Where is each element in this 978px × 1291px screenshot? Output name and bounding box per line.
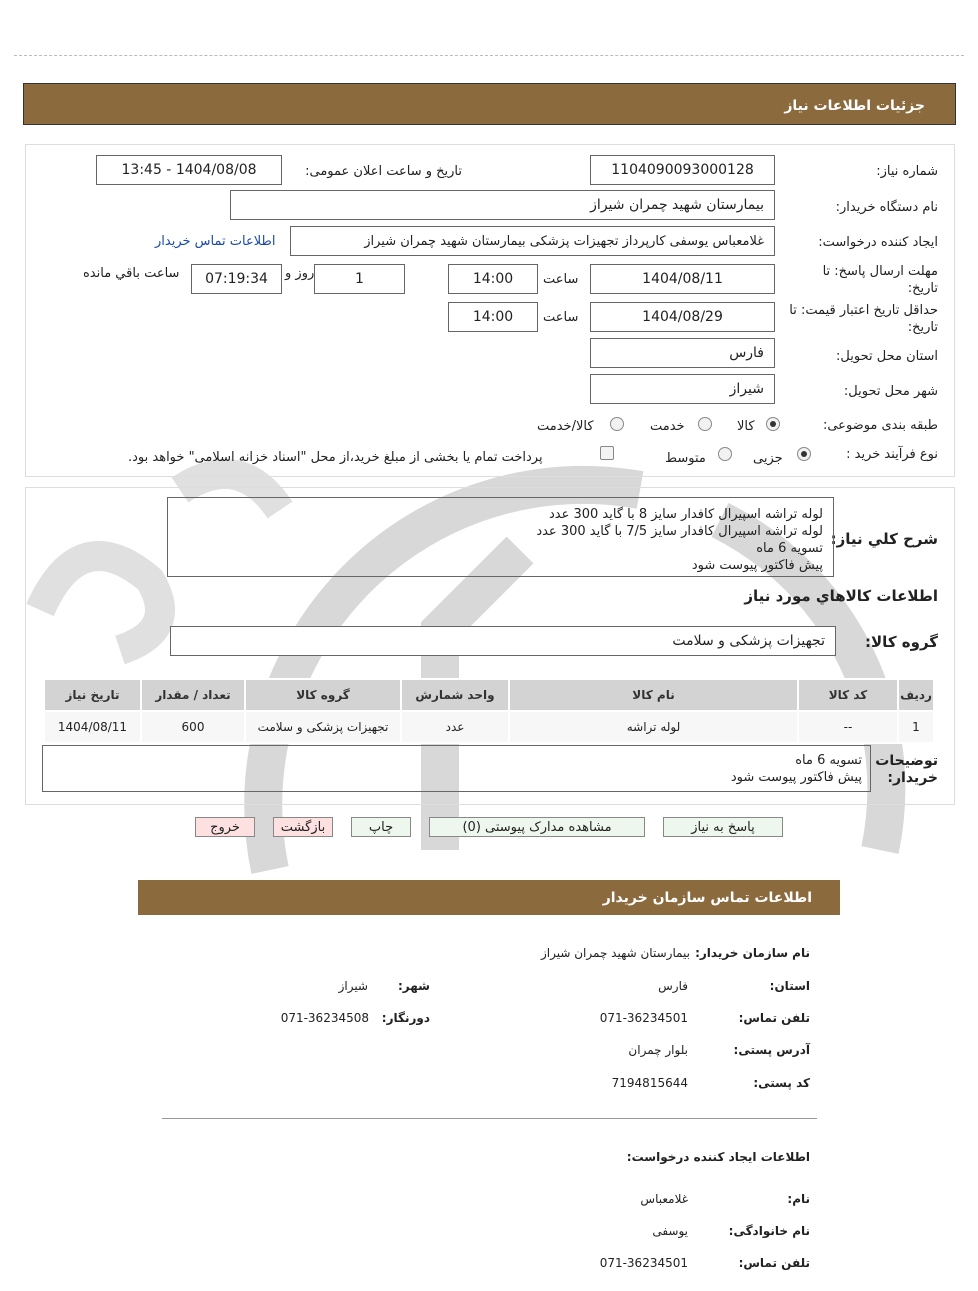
attachments-button[interactable]: مشاهده مدارک پیوستی (0) <box>429 817 645 837</box>
announce-field: 1404/08/08 - 13:45 <box>96 155 282 185</box>
city-label: شهر محل تحویل: <box>843 384 938 399</box>
col-group: گروه کالا <box>245 679 401 711</box>
buyer-note-line: پیش فاکتور پیوست شود <box>730 770 862 785</box>
description-line: تسویه 6 ماه <box>756 541 823 556</box>
treasury-checkbox[interactable] <box>600 446 614 460</box>
creator-info-title: اطلاعات ایجاد کننده درخواست: <box>626 1150 810 1164</box>
cell-date: 1404/08/11 <box>44 711 141 743</box>
table-header-row <box>44 679 934 711</box>
need-number-field: 1104090093000128 <box>590 155 775 185</box>
contact-city-value: شیراز <box>338 979 368 993</box>
deadline-time-label: ساعت <box>543 272 579 287</box>
contact-province-label: استان: <box>769 979 810 993</box>
buyer-field: بیمارستان شهید چمران شیراز <box>230 190 775 220</box>
contact-fax-label: دورنگار: <box>381 1011 430 1025</box>
top-divider <box>14 55 964 56</box>
cell-qty: 600 <box>141 711 245 743</box>
buyer-notes-box <box>42 745 871 792</box>
contact-city-label: شهر: <box>398 979 430 993</box>
deadline-time-field: 14:00 <box>448 264 538 294</box>
creator-field: غلامعباس یوسفی کارپرداز تجهیزات پزشکی بیمارستان شهید چمران شیراز <box>290 226 775 256</box>
category-goods-radio[interactable] <box>766 417 780 431</box>
goods-info-title: اطلاعات کالاهاي مورد نياز <box>744 587 938 605</box>
col-qty: تعداد / مقدار <box>141 679 245 711</box>
category-label: طبقه بندی موضوعی: <box>822 418 938 433</box>
buyer-label: نام دستگاه خریدار: <box>835 200 938 215</box>
purchase-type-label: نوع فرآیند خرید : <box>846 447 938 462</box>
description-line: لوله تراشه اسپیرال کافدار سایز 8 با گاید 300 عدد <box>548 507 823 522</box>
contact-address-value: بلوار چمران <box>628 1043 688 1057</box>
buyer-notes-label: توضیحات خریدار: <box>875 753 938 786</box>
purchase-medium-radio[interactable] <box>718 447 732 461</box>
table-row <box>44 711 934 743</box>
contact-phone-value: 071-36234501 <box>599 1011 688 1025</box>
creator-phone-value: 071-36234501 <box>599 1256 688 1270</box>
treasury-note: پرداخت تمام یا بخشی از مبلغ خرید،از محل "اسناد خزانه اسلامی" خواهد بود. <box>128 450 543 465</box>
description-line: لوله تراشه اسپیرال کافدار سایز 7/5 با گاید 300 عدد <box>536 524 823 539</box>
col-code: کد کالا <box>798 679 898 711</box>
remaining-time-field: 07:19:34 <box>191 264 282 294</box>
col-row: ردیف <box>898 679 934 711</box>
category-service-radio[interactable] <box>698 417 712 431</box>
purchase-medium-label: متوسط <box>665 451 706 466</box>
contact-postal-value: 7194815644 <box>611 1076 688 1090</box>
reply-button[interactable]: پاسخ به نیاز <box>663 817 783 837</box>
cell-group: تجهیزات پزشکی و سلامت <box>245 711 401 743</box>
category-goods-service-label: کالا/خدمت <box>537 419 594 434</box>
description-label: شرح کلي نياز: <box>830 530 938 548</box>
goods-table <box>43 678 935 744</box>
contact-title: اطلاعات تماس سازمان خریدار <box>602 890 812 906</box>
col-name: نام کالا <box>509 679 798 711</box>
validity-date-field: 1404/08/29 <box>590 302 775 332</box>
purchase-minor-label: جزیی <box>753 451 783 466</box>
validity-time-label: ساعت <box>543 310 579 325</box>
print-button[interactable]: چاپ <box>351 817 411 837</box>
category-goods-service-radio[interactable] <box>610 417 624 431</box>
page-title: جزئیات اطلاعات نیاز <box>784 98 925 114</box>
deadline-date-field: 1404/08/11 <box>590 264 775 294</box>
cell-name: لوله تراشه <box>509 711 798 743</box>
announce-label: تاریخ و ساعت اعلان عمومی: <box>305 164 462 179</box>
cell-unit: عدد <box>401 711 509 743</box>
creator-label: ایجاد کننده درخواست: <box>818 235 938 250</box>
contact-address-label: آدرس پستی: <box>733 1043 810 1057</box>
contact-postal-label: کد پستی: <box>753 1076 810 1090</box>
col-unit: واحد شمارش <box>401 679 509 711</box>
remaining-label: ساعت باقي مانده <box>83 266 180 281</box>
contact-header <box>138 880 840 915</box>
category-goods-label: کالا <box>737 419 755 434</box>
description-box <box>167 497 834 577</box>
purchase-minor-radio[interactable] <box>797 447 811 461</box>
exit-button[interactable]: خروج <box>195 817 255 837</box>
creator-name-value: غلامعباس <box>640 1192 688 1206</box>
contact-org-value: بیمارستان شهید چمران شیراز <box>541 946 690 960</box>
validity-time-field: 14:00 <box>448 302 538 332</box>
creator-family-label: نام خانوادگی: <box>728 1224 810 1238</box>
province-field: فارس <box>590 338 775 368</box>
cell-row: 1 <box>898 711 934 743</box>
deadline-days-field: 1 <box>314 264 405 294</box>
buyer-contact-link[interactable]: اطلاعات تماس خریدار <box>155 234 276 249</box>
goods-group-field: تجهیزات پزشکی و سلامت <box>170 626 836 656</box>
description-line: پیش فاکتور پیوست شود <box>691 558 823 573</box>
contact-fax-value: 071-36234508 <box>280 1011 369 1025</box>
deadline-label: مهلت ارسال پاسخ: تا تاریخ: <box>822 264 938 296</box>
province-label: استان محل تحویل: <box>836 349 938 364</box>
days-label: روز و <box>285 266 315 281</box>
contact-phone-label: تلفن تماس: <box>738 1011 810 1025</box>
buyer-note-line: تسویه 6 ماه <box>795 753 862 768</box>
creator-name-label: نام: <box>787 1192 810 1206</box>
contact-province-value: فارس <box>658 979 688 993</box>
cell-code: -- <box>798 711 898 743</box>
category-service-label: خدمت <box>650 419 685 434</box>
contact-divider <box>162 1118 817 1119</box>
validity-label: حداقل تاریخ اعتبار قیمت: تا تاریخ: <box>789 303 938 335</box>
goods-group-label: گروه کالا: <box>865 633 938 651</box>
col-date: تاریخ نیاز <box>44 679 141 711</box>
page-header <box>23 83 956 125</box>
creator-family-value: یوسفی <box>652 1224 688 1238</box>
creator-phone-label: تلفن تماس: <box>738 1256 810 1270</box>
need-number-label: شماره نیاز: <box>876 164 938 179</box>
city-field: شیراز <box>590 374 775 404</box>
contact-org-label: نام سازمان خریدار: <box>695 946 810 960</box>
back-button[interactable]: بازگشت <box>273 817 333 837</box>
